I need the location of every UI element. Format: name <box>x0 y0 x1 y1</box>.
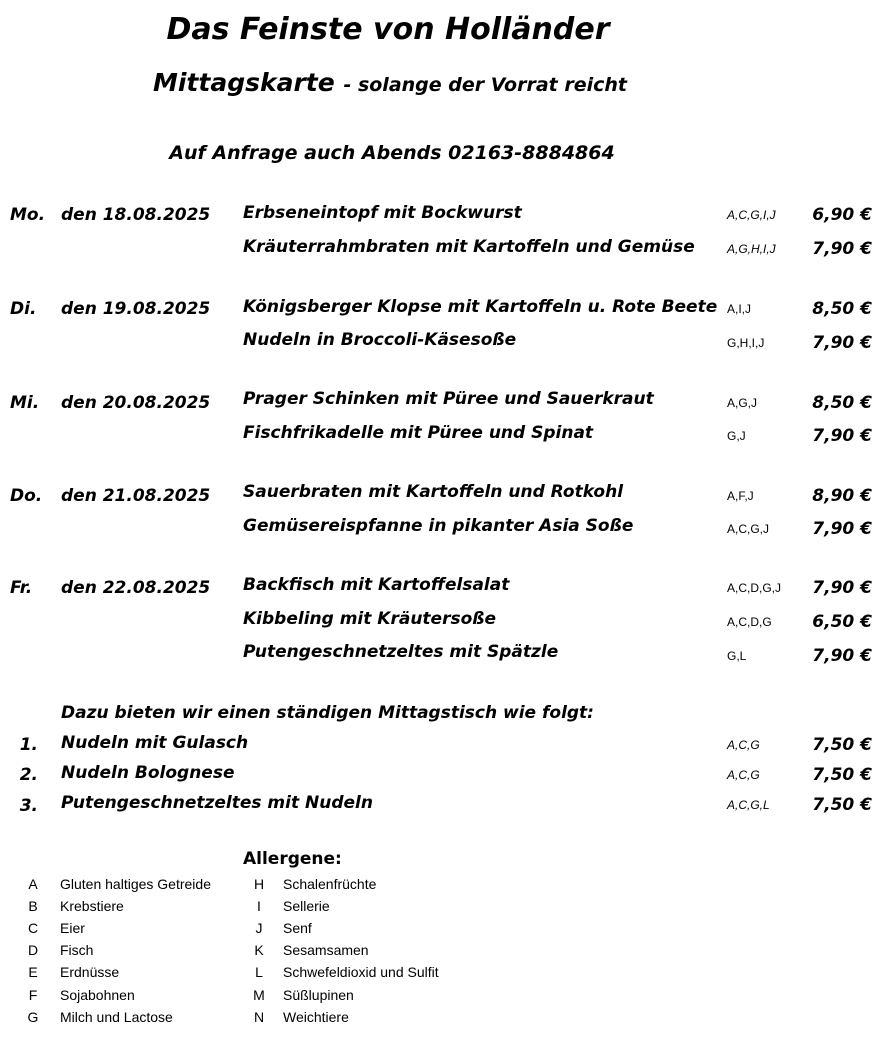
dish-name: Putengeschnetzeltes mit Spätzle <box>243 642 559 662</box>
dish-name: Königsberger Klopse mit Kartoffeln u. Rote Beete <box>243 297 718 317</box>
dish-price: 6,50 € <box>812 612 872 632</box>
subtitle-note: - solange der Vorrat reicht <box>343 74 628 96</box>
dish-name: Nudeln in Broccoli-Käsesoße <box>243 330 517 350</box>
dish-allergens: A,G,H,I,J <box>727 242 776 256</box>
dish-allergens: G,L <box>727 649 747 663</box>
allergen-code: H <box>253 876 265 892</box>
allergen-label: Milch und Lactose <box>60 1009 173 1025</box>
dish-allergens: A,C,G,J <box>727 522 770 536</box>
dish-price: 8,50 € <box>812 299 872 319</box>
allergen-label: Weichtiere <box>283 1009 349 1025</box>
allergen-code: L <box>255 964 263 980</box>
dish-name: Fischfrikadelle mit Püree und Spinat <box>243 423 594 443</box>
dish-allergens: A,C,G,I,J <box>727 208 776 222</box>
allergen-label: Senf <box>283 920 312 936</box>
standard-item-allergens: A,C,G <box>727 768 760 782</box>
allergen-label: Sellerie <box>283 898 330 914</box>
dish-name: Kibbeling mit Kräutersoße <box>243 609 497 629</box>
dish-name: Kräuterrahmbraten mit Kartoffeln und Gemüse <box>243 237 695 257</box>
standard-item-name: Putengeschnetzeltes mit Nudeln <box>61 793 373 813</box>
standard-item-allergens: A,C,G <box>727 738 760 752</box>
day-date: den 19.08.2025 <box>61 299 211 319</box>
standard-item-number: 2. <box>19 765 38 785</box>
dish-name: Erbseneintopf mit Bockwurst <box>243 203 522 223</box>
menu-subtitle <box>0 68 780 97</box>
allergen-label: Fisch <box>60 942 94 958</box>
allergen-label: Süßlupinen <box>283 987 354 1003</box>
dish-allergens: G,J <box>727 429 746 443</box>
standard-item-number: 3. <box>19 796 38 816</box>
allergen-label: Schwefeldioxid und Sulfit <box>283 964 439 980</box>
dish-allergens: A,G,J <box>727 396 758 410</box>
day-label: Do. <box>10 486 43 506</box>
dish-price: 7,90 € <box>812 519 872 539</box>
day-date: den 20.08.2025 <box>61 393 211 413</box>
standard-menu-title: Dazu bieten wir einen ständigen Mittagstisch wie folgt: <box>61 703 594 723</box>
dish-allergens: A,C,D,G <box>727 615 772 629</box>
allergen-heading: Allergene: <box>243 849 342 869</box>
contact-line: Auf Anfrage auch Abends 02163-8884864 <box>169 142 615 164</box>
allergen-code: N <box>253 1009 265 1025</box>
standard-item-price: 7,50 € <box>812 765 872 785</box>
allergen-label: Schalenfrüchte <box>283 876 377 892</box>
dish-allergens: A,C,D,G,J <box>727 581 782 595</box>
allergen-label: Erdnüsse <box>60 964 120 980</box>
dish-allergens: A,F,J <box>727 489 754 503</box>
allergen-code: E <box>28 964 38 980</box>
allergen-code: K <box>254 942 264 958</box>
dish-allergens: A,I,J <box>727 302 752 316</box>
dish-allergens: G,H,I,J <box>727 336 765 350</box>
dish-price: 8,50 € <box>812 393 872 413</box>
allergen-code: A <box>28 876 38 892</box>
allergen-label: Sesamsamen <box>283 942 369 958</box>
standard-item-name: Nudeln mit Gulasch <box>61 733 249 753</box>
allergen-code: M <box>253 987 265 1003</box>
dish-name: Backfisch mit Kartoffelsalat <box>243 575 510 595</box>
allergen-code: I <box>257 898 261 914</box>
dish-price: 7,90 € <box>812 333 872 353</box>
page-title: Das Feinste von Holländer <box>166 12 610 47</box>
day-label: Mi. <box>10 393 40 413</box>
day-date: den 22.08.2025 <box>61 578 211 598</box>
allergen-label: Eier <box>60 920 85 936</box>
day-label: Di. <box>10 299 37 319</box>
allergen-code: C <box>27 920 39 936</box>
day-label: Fr. <box>10 578 33 598</box>
dish-price: 7,90 € <box>812 578 872 598</box>
allergen-code: F <box>28 987 38 1003</box>
allergen-code: D <box>27 942 39 958</box>
standard-item-number: 1. <box>19 735 38 755</box>
day-date: den 21.08.2025 <box>61 486 211 506</box>
standard-item-price: 7,50 € <box>812 735 872 755</box>
dish-price: 7,90 € <box>812 426 872 446</box>
dish-name: Sauerbraten mit Kartoffeln und Rotkohl <box>243 482 624 502</box>
allergen-code: B <box>28 898 38 914</box>
allergen-label: Gluten haltiges Getreide <box>60 876 211 892</box>
standard-item-allergens: A,C,G,L <box>727 798 770 812</box>
dish-price: 7,90 € <box>812 239 872 259</box>
dish-name: Prager Schinken mit Püree und Sauerkraut <box>243 389 654 409</box>
dish-price: 8,90 € <box>812 486 872 506</box>
dish-price: 7,90 € <box>812 646 872 666</box>
day-label: Mo. <box>10 205 46 225</box>
standard-item-name: Nudeln Bolognese <box>61 763 235 783</box>
dish-name: Gemüsereispfanne in pikanter Asia Soße <box>243 516 634 536</box>
day-date: den 18.08.2025 <box>61 205 211 225</box>
allergen-label: Krebstiere <box>60 898 124 914</box>
dish-price: 6,90 € <box>812 205 872 225</box>
allergen-code: J <box>255 920 263 936</box>
standard-item-price: 7,50 € <box>812 795 872 815</box>
subtitle-main: Mittagskarte <box>152 68 335 97</box>
allergen-code: G <box>27 1009 39 1025</box>
allergen-label: Sojabohnen <box>60 987 135 1003</box>
